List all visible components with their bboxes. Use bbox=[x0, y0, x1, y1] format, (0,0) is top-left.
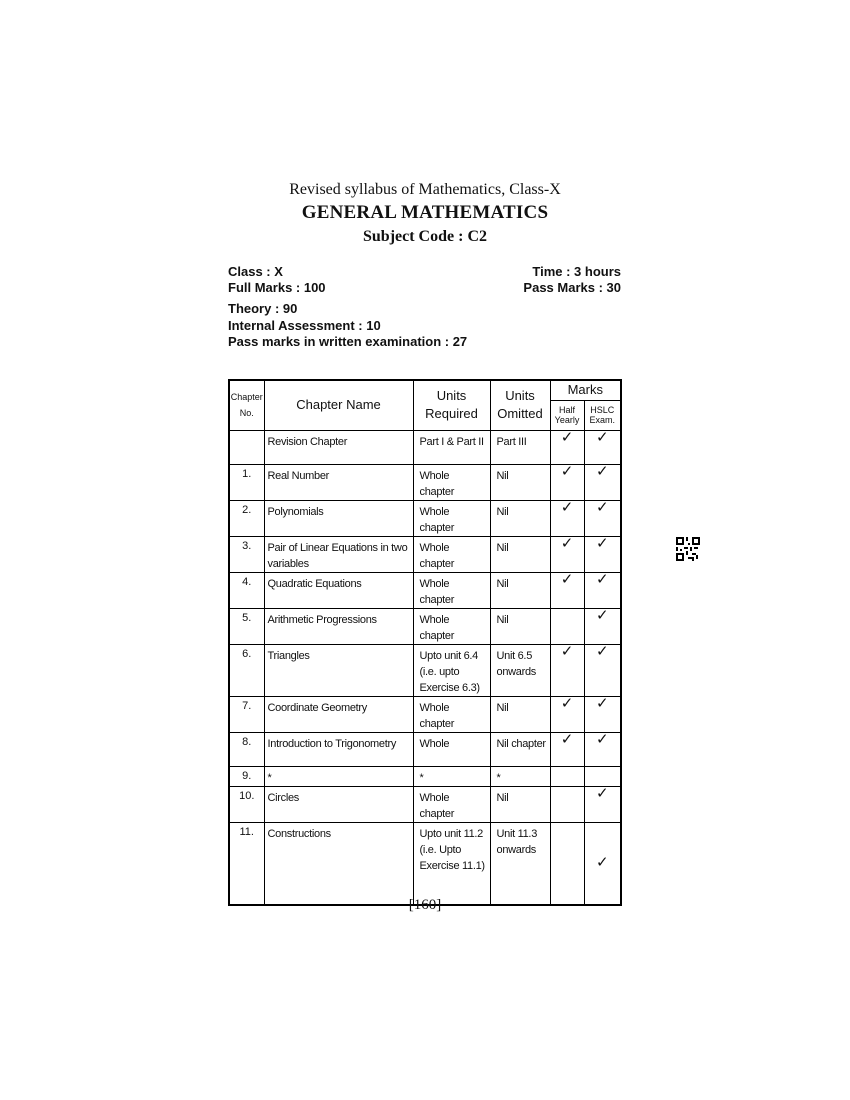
table-row bbox=[229, 732, 621, 766]
chapter-number-cell: 3. bbox=[229, 536, 264, 572]
chapter-name-cell: Pair of Linear Equations in two variables bbox=[264, 536, 413, 572]
subject-code: Subject Code : C2 bbox=[363, 228, 487, 245]
hslc-check-cell: ✓ bbox=[584, 822, 621, 905]
hslc-check-cell: ✓ bbox=[584, 464, 621, 500]
header-marks: Marks bbox=[550, 380, 621, 400]
chapter-name-cell: Coordinate Geometry bbox=[264, 696, 413, 732]
hslc-check-cell bbox=[584, 766, 621, 786]
table-row bbox=[229, 822, 621, 905]
units-omitted-cell: Nil bbox=[490, 696, 550, 732]
hslc-check-cell: ✓ bbox=[584, 572, 621, 608]
units-omitted-cell: Nil bbox=[490, 536, 550, 572]
half-yearly-check-cell: ✓ bbox=[550, 464, 584, 500]
chapter-name-cell: Constructions bbox=[264, 822, 413, 905]
hslc-check-cell: ✓ bbox=[584, 608, 621, 644]
half-yearly-check-cell bbox=[550, 608, 584, 644]
chapter-number-cell bbox=[229, 430, 264, 464]
full-marks-label: Full Marks : 100 bbox=[228, 280, 326, 295]
units-required-cell: Part I & Part II bbox=[413, 430, 490, 464]
chapter-number-cell: 9. bbox=[229, 766, 264, 786]
chapter-number-cell: 10. bbox=[229, 786, 264, 822]
document-title: GENERAL MATHEMATICS bbox=[301, 202, 549, 223]
units-required-cell: Upto unit 6.4 (i.e. upto Exercise 6.3) bbox=[413, 644, 490, 696]
header-chapter-name: Chapter Name bbox=[264, 380, 413, 430]
half-yearly-check-cell: ✓ bbox=[550, 696, 584, 732]
units-omitted-cell: Unit 6.5 onwards bbox=[490, 644, 550, 696]
header-half-yearly: Half Yearly bbox=[550, 400, 584, 430]
units-required-cell: Whole chapter bbox=[413, 536, 490, 572]
chapter-name-cell: Triangles bbox=[264, 644, 413, 696]
chapter-name-cell: Arithmetic Progressions bbox=[264, 608, 413, 644]
units-omitted-cell: Nil bbox=[490, 786, 550, 822]
table-row bbox=[229, 430, 621, 464]
half-yearly-check-cell: ✓ bbox=[550, 732, 584, 766]
chapter-name-cell: Real Number bbox=[264, 464, 413, 500]
table-row bbox=[229, 608, 621, 644]
header-chapter-no: Chapter No. bbox=[229, 380, 264, 430]
units-omitted-cell: Nil bbox=[490, 500, 550, 536]
chapter-number-cell: 8. bbox=[229, 732, 264, 766]
table-row bbox=[229, 572, 621, 608]
chapter-number-cell: 5. bbox=[229, 608, 264, 644]
table-row bbox=[229, 464, 621, 500]
chapter-number-cell: 4. bbox=[229, 572, 264, 608]
half-yearly-check-cell: ✓ bbox=[550, 644, 584, 696]
units-omitted-cell: Unit 11.3 onwards bbox=[490, 822, 550, 905]
chapter-number-cell: 2. bbox=[229, 500, 264, 536]
hslc-check-cell: ✓ bbox=[584, 536, 621, 572]
hslc-check-cell: ✓ bbox=[584, 430, 621, 464]
half-yearly-check-cell: ✓ bbox=[550, 536, 584, 572]
chapter-name-cell: Introduction to Trigonometry bbox=[264, 732, 413, 766]
page-number: [160] bbox=[408, 897, 442, 913]
hslc-check-cell: ✓ bbox=[584, 500, 621, 536]
chapter-number-cell: 11. bbox=[229, 822, 264, 905]
internal-assessment-label: Internal Assessment : 10 bbox=[228, 318, 381, 333]
half-yearly-check-cell: ✓ bbox=[550, 430, 584, 464]
units-required-cell: Upto unit 11.2 (i.e. Upto Exercise 11.1) bbox=[413, 822, 490, 905]
half-yearly-check-cell: ✓ bbox=[550, 572, 584, 608]
half-yearly-check-cell bbox=[550, 822, 584, 905]
units-omitted-cell: Nil bbox=[490, 572, 550, 608]
chapter-number-cell: 6. bbox=[229, 644, 264, 696]
chapter-name-cell: Circles bbox=[264, 786, 413, 822]
syllabus-table bbox=[228, 379, 622, 906]
units-omitted-cell: Nil chapter bbox=[490, 732, 550, 766]
units-omitted-cell: Nil bbox=[490, 464, 550, 500]
written-pass-marks-label: Pass marks in written examination : 27 bbox=[228, 334, 468, 349]
units-required-cell: Whole chapter bbox=[413, 500, 490, 536]
table-row bbox=[229, 500, 621, 536]
hslc-check-cell: ✓ bbox=[584, 696, 621, 732]
class-label: Class : X bbox=[228, 264, 283, 279]
chapter-name-cell: * bbox=[264, 766, 413, 786]
chapter-number-cell: 7. bbox=[229, 696, 264, 732]
hslc-check-cell: ✓ bbox=[584, 732, 621, 766]
theory-label: Theory : 90 bbox=[228, 301, 298, 316]
chapter-name-cell: Polynomials bbox=[264, 500, 413, 536]
units-omitted-cell: Nil bbox=[490, 608, 550, 644]
header-hslc-exam: HSLC Exam. bbox=[584, 400, 621, 430]
chapter-name-cell: Revision Chapter bbox=[264, 430, 413, 464]
hslc-check-cell: ✓ bbox=[584, 786, 621, 822]
hslc-check-cell: ✓ bbox=[584, 644, 621, 696]
time-label: Time : 3 hours bbox=[532, 264, 621, 279]
units-required-cell: * bbox=[413, 766, 490, 786]
units-required-cell: Whole chapter bbox=[413, 608, 490, 644]
units-required-cell: Whole chapter bbox=[413, 786, 490, 822]
chapter-number-cell: 1. bbox=[229, 464, 264, 500]
header-units-omitted: Units Omitted bbox=[490, 380, 550, 430]
header-units-required: Units Required bbox=[413, 380, 490, 430]
units-required-cell: Whole bbox=[413, 732, 490, 766]
chapter-name-cell: Quadratic Equations bbox=[264, 572, 413, 608]
half-yearly-check-cell: ✓ bbox=[550, 500, 584, 536]
units-required-cell: Whole chapter bbox=[413, 572, 490, 608]
table-row bbox=[229, 786, 621, 822]
units-omitted-cell: * bbox=[490, 766, 550, 786]
units-required-cell: Whole chapter bbox=[413, 464, 490, 500]
qr-code-icon bbox=[676, 537, 700, 561]
half-yearly-check-cell bbox=[550, 766, 584, 786]
table-row bbox=[229, 696, 621, 732]
document-subtitle: Revised syllabus of Mathematics, Class-X bbox=[289, 181, 561, 198]
units-required-cell: Whole chapter bbox=[413, 696, 490, 732]
half-yearly-check-cell bbox=[550, 786, 584, 822]
units-omitted-cell: Part III bbox=[490, 430, 550, 464]
pass-marks-label: Pass Marks : 30 bbox=[523, 280, 621, 295]
table-row bbox=[229, 766, 621, 786]
table-row bbox=[229, 644, 621, 696]
table-row bbox=[229, 536, 621, 572]
